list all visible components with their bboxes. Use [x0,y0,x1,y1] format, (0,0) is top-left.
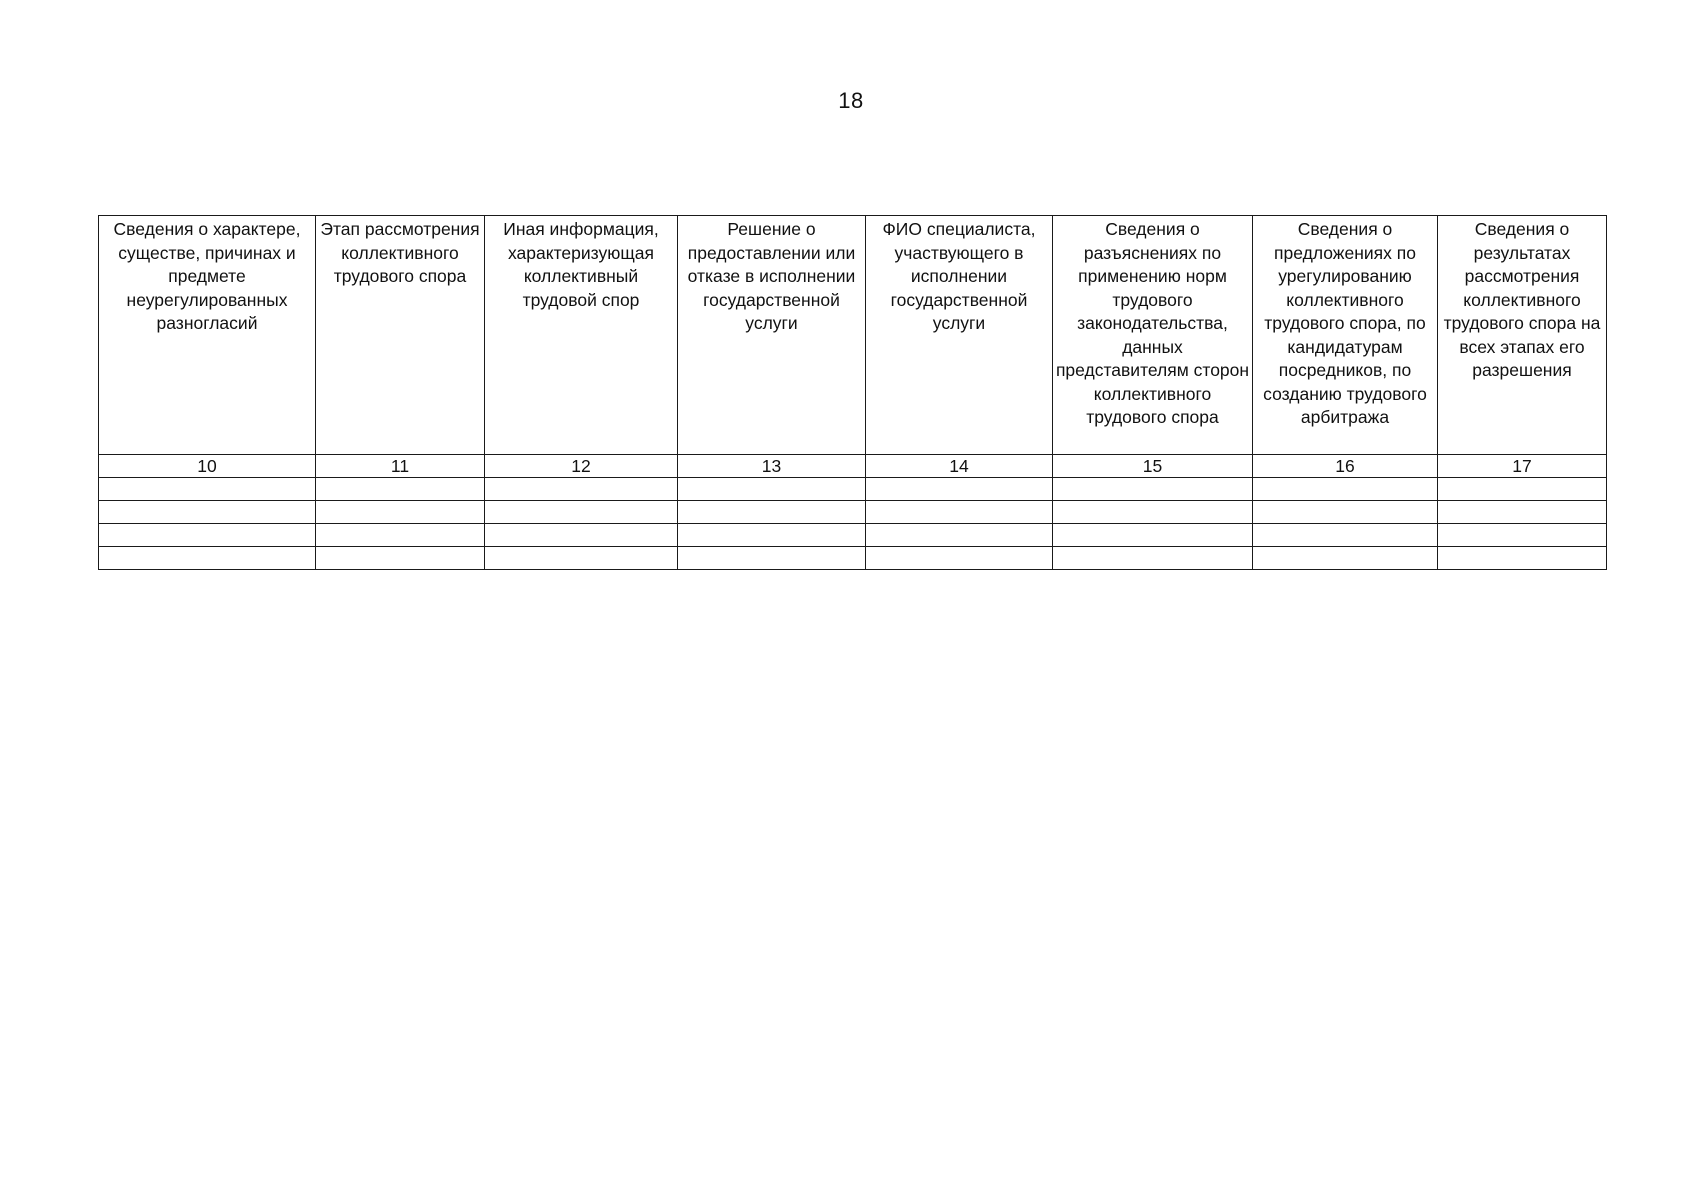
empty-cell [1253,478,1438,501]
empty-cell [1438,524,1607,547]
empty-cell [99,524,316,547]
column-number: 16 [1253,455,1438,478]
empty-cell [1053,501,1253,524]
empty-cell [99,501,316,524]
empty-cell [866,501,1053,524]
empty-cell [485,501,678,524]
column-number: 12 [485,455,678,478]
table-row [99,478,1607,501]
page-number: 18 [838,88,864,113]
table-row [99,524,1607,547]
empty-cell [866,547,1053,570]
header-cell-16: Сведения о предложениях по урегулированию коллективного трудового спора, по кандидатурам посредников, по созданию трудового арбитража [1253,216,1438,455]
empty-cell [1438,547,1607,570]
register-table [98,215,1607,570]
empty-cell [485,478,678,501]
header-cell-11: Этап рассмотрения коллективного трудового спора [316,216,485,455]
empty-cell [1253,547,1438,570]
header-row [99,216,1607,455]
column-number: 10 [99,455,316,478]
empty-cell [485,547,678,570]
empty-cell [866,478,1053,501]
header-cell-12: Иная информация, характеризующая коллективный трудовой спор [485,216,678,455]
header-cell-14: ФИО специалиста, участвующего в исполнении государственной услуги [866,216,1053,455]
table-row [99,501,1607,524]
empty-cell [316,478,485,501]
empty-cell [678,524,866,547]
empty-cell [678,478,866,501]
empty-cell [1053,524,1253,547]
header-cell-13: Решение о предоставлении или отказе в исполнении государственной услуги [678,216,866,455]
empty-cell [1053,478,1253,501]
empty-cell [678,547,866,570]
header-cell-15: Сведения о разъяснениях по применению норм трудового законодательства, данных представителям сторон коллективного трудового спора [1053,216,1253,455]
empty-cell [866,524,1053,547]
column-number: 11 [316,455,485,478]
empty-cell [316,524,485,547]
column-number: 14 [866,455,1053,478]
column-number-row [99,455,1607,478]
empty-cell [316,547,485,570]
table-row [99,547,1607,570]
column-number: 17 [1438,455,1607,478]
empty-cell [485,524,678,547]
empty-cell [1438,478,1607,501]
header-cell-17: Сведения о результатах рассмотрения коллективного трудового спора на всех этапах его разрешения [1438,216,1607,455]
empty-cell [1053,547,1253,570]
column-number: 15 [1053,455,1253,478]
empty-cell [678,501,866,524]
empty-cell [99,478,316,501]
empty-cell [1438,501,1607,524]
column-number: 13 [678,455,866,478]
empty-cell [1253,524,1438,547]
header-cell-10: Сведения о характере, существе, причинах и предмете неурегулированных разногласий [99,216,316,455]
empty-cell [99,547,316,570]
empty-cell [1253,501,1438,524]
empty-cell [316,501,485,524]
